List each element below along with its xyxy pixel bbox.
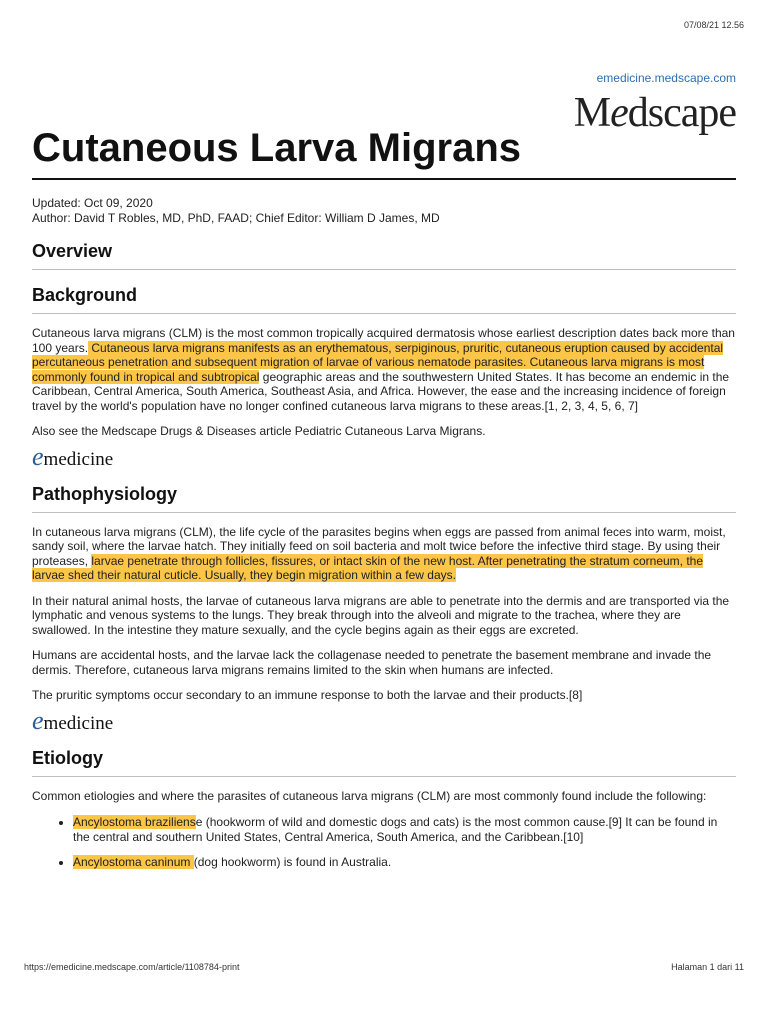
article-body xyxy=(32,196,736,870)
background-text-b: geographic areas and the southwestern United States. It has become an endemic in the Caribbean, Central America, South America, Southeast Asia, and Africa. However, the ease and the increasing incidence of foreign travel by the world's population have no longer confined cutaneous larva migrans to these areas.[1, 2, 3, 4, 5, 6, 7] xyxy=(32,369,730,413)
background-text-a: Cutaneous larva migrans (CLM) is the most common tropically acquired dermatosis whose earliest description dates back more than 100 years. xyxy=(32,326,735,355)
etiology-list xyxy=(32,815,736,870)
patho-paragraph-1 xyxy=(32,525,736,583)
section-heading-overview: Overview xyxy=(32,239,736,270)
patho-highlight: larvae penetrate through follicles, fissures, or intact skin of the new host. After penetrating the stratum corneum, the larvae shed their natural cuticle. Usually, they begin migration within a few days. xyxy=(32,553,704,582)
section-heading-etiology: Etiology xyxy=(32,746,736,777)
section-heading-background: Background xyxy=(32,283,736,314)
emedicine-logo-e: e xyxy=(32,441,44,471)
emedicine-logo xyxy=(32,705,736,735)
emedicine-logo-text: medicine xyxy=(43,448,114,470)
title-divider xyxy=(32,178,736,180)
section-heading-pathophysiology: Pathophysiology xyxy=(32,482,736,513)
organism-detail: (dog hookworm) is found in Australia. xyxy=(193,855,392,869)
author-line: Author: David T Robles, MD, PhD, FAAD; Chief Editor: William D James, MD xyxy=(32,210,440,225)
patho-text-a: In cutaneous larva migrans (CLM), the life cycle of the parasites begins when eggs are passed from animal feces into warm, moist, sandy soil, where the larvae hatch. They initially feed on soil bacteria and molt twice before the infective third stage. By using their proteases, xyxy=(32,524,726,568)
updated-date: Updated: Oct 09, 2020 xyxy=(32,196,153,210)
logo-first: M xyxy=(573,90,611,136)
footer-page-number: Halaman 1 dari 11 xyxy=(671,962,744,972)
etiology-intro: Common etiologies and where the parasites of cutaneous larva migrans (CLM) are most commonly found include the following: xyxy=(32,788,707,803)
organism-name: Ancylostoma caninum xyxy=(73,855,194,869)
background-highlight: Cutaneous larva migrans manifests as an erythematous, serpiginous, pruritic, cutaneous eruption caused by accidental percutaneous penetration and subsequent migration of larvae of various nematode parasites. Cutaneous larva migrans is most commonly found in tropical and subtropical xyxy=(32,340,724,384)
patho-paragraph-2: In their natural animal hosts, the larvae of cutaneous larva migrans are able to penetrate into the dermis and are transported via the lymphatic and venous systems to the lungs. They break through into the alveoli and migrate to the trachea, where they are swallowed. In the intestine they mature sexually, and the cycle begins again as their eggs are excreted. xyxy=(32,593,730,637)
background-paragraph-2: Also see the Medscape Drugs & Diseases article Pediatric Cutaneous Larva Migrans. xyxy=(32,424,486,438)
emedicine-logo-e: e xyxy=(32,705,44,735)
logo-e: e xyxy=(610,90,628,136)
list-item xyxy=(73,855,736,870)
print-timestamp: 07/08/21 12.56 xyxy=(683,20,744,30)
organism-detail: e (hookworm of wild and domestic dogs and cats) is the most common cause.[9] It can be found in the central and southern United States, Central America, South America, and the Caribbean.[10] xyxy=(73,815,718,844)
site-link[interactable]: emedicine.medscape.com xyxy=(596,71,736,85)
footer-url: https://emedicine.medscape.com/article/1108784-print xyxy=(24,962,240,972)
background-paragraph-1 xyxy=(32,326,736,413)
logo-rest: dscape xyxy=(627,90,736,136)
organism-name: Ancylostoma braziliens xyxy=(73,815,196,829)
emedicine-logo xyxy=(32,441,736,471)
list-item xyxy=(73,815,736,844)
patho-paragraph-4: The pruritic symptoms occur secondary to an immune response to both the larvae and their products.[8] xyxy=(32,688,583,702)
page-title: Cutaneous Larva Migrans xyxy=(32,126,522,170)
patho-paragraph-3: Humans are accidental hosts, and the larvae lack the collagenase needed to penetrate the basement membrane and invade the dermis. Therefore, cutaneous larva migrans remains limited to the skin when humans are infected. xyxy=(32,648,712,677)
emedicine-logo-text: medicine xyxy=(43,712,114,734)
